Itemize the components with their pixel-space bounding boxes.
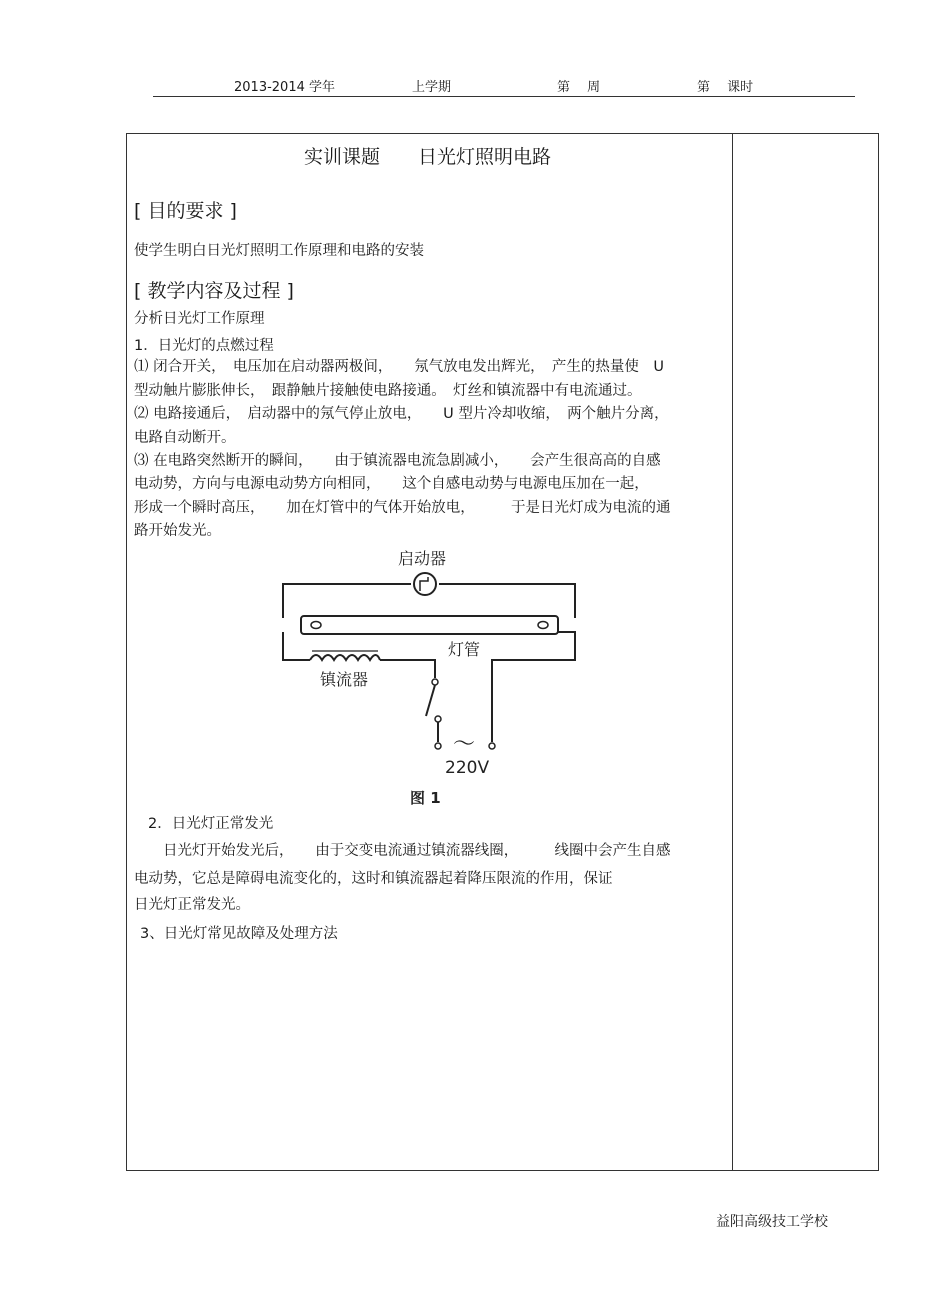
objective-heading: [ 目的要求 ] <box>134 200 237 222</box>
tube-label: 灯管 <box>448 640 481 659</box>
ac-symbol: 〜 <box>453 732 476 757</box>
fluorescent-circuit-diagram <box>270 540 590 810</box>
header-week: 第 周 <box>557 80 601 95</box>
voltage-label: 220V <box>445 758 490 778</box>
section1-line: ⑴ 闭合开关， 电压加在启动器两极间， 氖气放电发出辉光， 产生的热量使 U <box>134 359 664 375</box>
ballast-label: 镇流器 <box>320 670 369 689</box>
section1-line: 形成一个瞬时高压， 加在灯管中的气体开始放电， 于是日光灯成为电流的通 <box>134 500 671 516</box>
section2-line: 电动势，它总是障碍电流变化的，这时和镇流器起着降压限流的作用，保证 <box>134 871 613 887</box>
table-column-divider <box>732 133 733 1171</box>
section2-line: 日光灯开始发光后， 由于交变电流通过镇流器线圈， 线圈中会产生自感 <box>134 843 671 859</box>
header-year: 2013-2014 学年 <box>234 80 335 95</box>
section1-line: 型动触片膨胀伸长， 跟静触片接触使电路接通。 灯丝和镇流器中有电流通过。 <box>134 383 642 399</box>
section1-title: 1．日光灯的点燃过程 <box>134 338 274 354</box>
starter-label: 启动器 <box>398 549 447 568</box>
section1-line: 电动势，方向与电源电动势方向相同， 这个自感电动势与电源电压加在一起， <box>134 476 649 492</box>
section1-line: ⑶ 在电路突然断开的瞬间， 由于镇流器电流急剧减小， 会产生很高高的自感 <box>134 453 661 469</box>
section2-line: 日光灯正常发光。 <box>134 897 250 913</box>
page-title: 实训课题 日光灯照明电路 <box>304 146 552 168</box>
header-lesson: 第 课时 <box>697 80 754 95</box>
section2-title: 2．日光灯正常发光 <box>148 816 274 832</box>
objective-text: 使学生明白日光灯照明工作原理和电路的安装 <box>134 243 424 259</box>
header-term: 上学期 <box>412 80 452 95</box>
header-rule <box>153 96 855 97</box>
content-heading: [ 教学内容及过程 ] <box>134 280 294 302</box>
section1-line: ⑵ 电路接通后， 启动器中的氖气停止放电， U 型片冷却收缩， 两个触片分离， <box>134 406 669 422</box>
section1-line: 路开始发光。 <box>134 523 221 539</box>
school-name: 益阳高级技工学校 <box>716 1214 828 1230</box>
section1-line: 电路自动断开。 <box>134 430 236 446</box>
section3-title: 3、日光灯常见故障及处理方法 <box>140 926 338 942</box>
figure-caption: 图 1 <box>410 789 441 807</box>
content-intro: 分析日光灯工作原理 <box>134 311 265 327</box>
